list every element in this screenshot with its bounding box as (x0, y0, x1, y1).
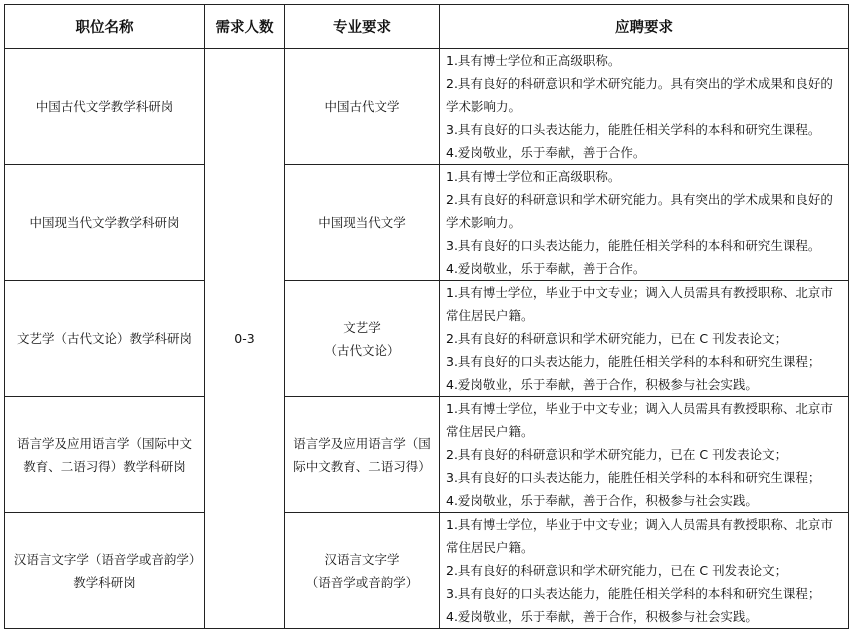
requirements-cell (440, 397, 849, 513)
major-cell (285, 165, 440, 281)
table-row (5, 165, 849, 281)
major-cell (285, 397, 440, 513)
requirement-line: 2.具有良好的科研意识和学术研究能力。具有突出的学术成果和良好的学术影响力。 (446, 76, 833, 114)
recruitment-table (4, 4, 849, 629)
requirement-line: 4.爱岗敬业，乐于奉献，善于合作。 (446, 261, 646, 276)
header-major: 专业要求 (285, 5, 440, 49)
requirement-line: 3.具有良好的口头表达能力，能胜任相关学科的本科和研究生课程。 (446, 238, 821, 253)
table-row (5, 397, 849, 513)
position-cell: 汉语言文字学（语音学或音韵学）教学科研岗 (5, 513, 205, 629)
position-cell: 语言学及应用语言学（国际中文教育、二语习得）教学科研岗 (5, 397, 205, 513)
requirements-cell (440, 281, 849, 397)
header-count: 需求人数 (205, 5, 285, 49)
requirement-line: 3.具有良好的口头表达能力，能胜任相关学科的本科和研究生课程； (446, 354, 821, 369)
requirement-line: 1.具有博士学位，毕业于中文专业；调入人员需具有教授职称、北京市常住居民户籍。 (446, 401, 833, 439)
requirement-line: 3.具有良好的口头表达能力，能胜任相关学科的本科和研究生课程； (446, 586, 821, 601)
requirement-line: 4.爱岗敬业，乐于奉献，善于合作，积极参与社会实践。 (446, 609, 758, 624)
major-text: 文艺学 (343, 319, 381, 335)
major-text: 语言学及应用语言学（国际中文教育、二语习得） (293, 435, 431, 474)
position-cell: 文艺学（古代文论）教学科研岗 (5, 281, 205, 397)
requirement-line: 4.爱岗敬业，乐于奉献，善于合作，积极参与社会实践。 (446, 377, 758, 392)
table-row (5, 513, 849, 629)
requirement-line: 1.具有博士学位和正高级职称。 (446, 53, 621, 68)
requirement-line: 1.具有博士学位，毕业于中文专业；调入人员需具有教授职称、北京市常住居民户籍。 (446, 517, 833, 555)
major-text: 汉语言文字学 (324, 551, 400, 567)
requirement-line: 3.具有良好的口头表达能力，能胜任相关学科的本科和研究生课程； (446, 470, 821, 485)
major-text: 中国现当代文学 (318, 215, 406, 230)
requirement-line: 1.具有博士学位，毕业于中文专业；调入人员需具有教授职称、北京市常住居民户籍。 (446, 285, 833, 323)
position-cell: 中国古代文学教学科研岗 (5, 49, 205, 165)
requirement-line: 1.具有博士学位和正高级职称。 (446, 169, 621, 184)
requirement-line: 2.具有良好的科研意识和学术研究能力，已在 C 刊发表论文； (446, 447, 788, 462)
requirement-line: 2.具有良好的科研意识和学术研究能力。具有突出的学术成果和良好的学术影响力。 (446, 192, 833, 230)
major-text: 中国古代文学 (324, 99, 400, 114)
major-cell (285, 49, 440, 165)
header-row (5, 5, 849, 49)
major-subtext: （古代文论） (324, 342, 400, 358)
requirement-line: 3.具有良好的口头表达能力，能胜任相关学科的本科和研究生课程。 (446, 122, 821, 137)
requirement-line: 4.爱岗敬业，乐于奉献，善于合作。 (446, 145, 646, 160)
requirements-cell (440, 165, 849, 281)
position-cell: 中国现当代文学教学科研岗 (5, 165, 205, 281)
major-subtext: （语音学或音韵学） (305, 574, 419, 590)
requirement-line: 2.具有良好的科研意识和学术研究能力，已在 C 刊发表论文； (446, 331, 788, 346)
requirement-line: 2.具有良好的科研意识和学术研究能力，已在 C 刊发表论文； (446, 563, 788, 578)
requirement-line: 4.爱岗敬业，乐于奉献，善于合作，积极参与社会实践。 (446, 493, 758, 508)
header-position: 职位名称 (5, 5, 205, 49)
major-cell (285, 513, 440, 629)
major-cell (285, 281, 440, 397)
requirements-cell (440, 49, 849, 165)
table-row (5, 281, 849, 397)
table-row (5, 49, 849, 165)
requirements-cell (440, 513, 849, 629)
count-cell: 0-3 (205, 49, 285, 629)
header-requirements: 应聘要求 (440, 5, 849, 49)
